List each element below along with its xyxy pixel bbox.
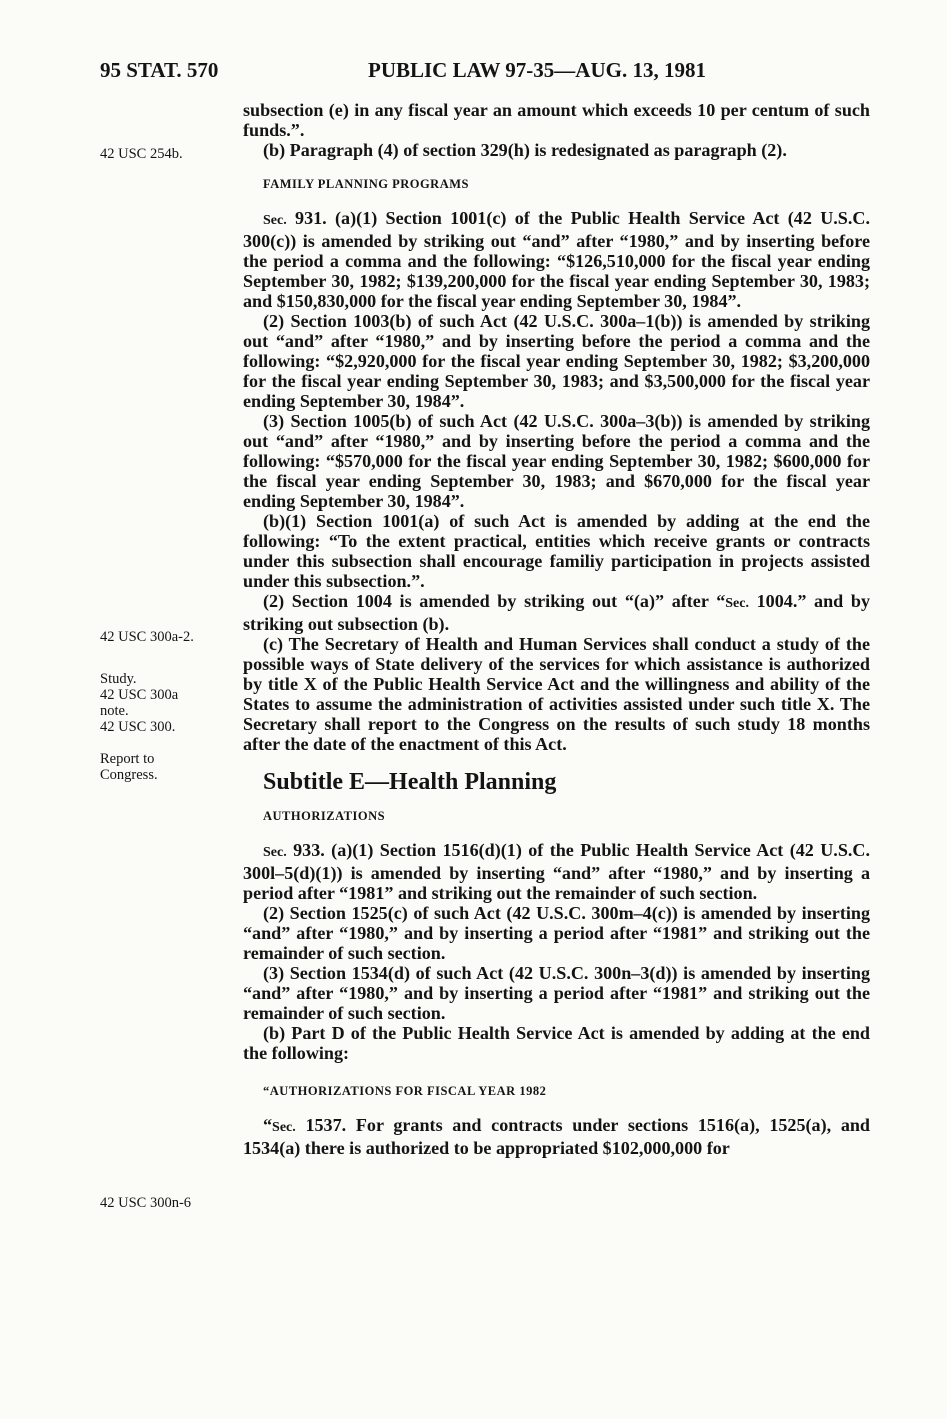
paragraph-931-b-2 bbox=[243, 591, 870, 634]
section-heading-fy1982: “AUTHORIZATIONS FOR FISCAL YEAR 1982 bbox=[263, 1084, 547, 1098]
statute-text bbox=[243, 100, 870, 1158]
margin-note-300: 42 USC 300. bbox=[100, 719, 176, 735]
paragraph-931-b-1: (b)(1) Section 1001(a) of such Act is amended by adding at the end the following: “To the extent practical, entities which receive grants or contracts under this subsection shall encourage familiy participation in projects assisted under this subsection.”. bbox=[243, 511, 870, 591]
sec-label: Sec. bbox=[263, 213, 287, 228]
margin-note-300a-2: 42 USC 300a-2. bbox=[100, 629, 194, 645]
margin-note-note: note. bbox=[100, 703, 129, 719]
paragraph-933-b: (b) Part D of the Public Health Service Act is amended by adding at the end the following: bbox=[243, 1023, 870, 1063]
sec-931-text: 931. (a)(1) Section 1001(c) of the Public Health Service Act (42 U.S.C. 300(c)) is amended by striking out “and” after “1980,” and by inserting before the period a comma and the following: “$126,510,000 for the fiscal year ending September 30, 1982; $139,200,000 for the fiscal year ending September 30, 1983; and $150,830,000 for the fiscal year ending September 30, 1984”. bbox=[243, 208, 870, 311]
paragraph-933-a-3: (3) Section 1534(d) of such Act (42 U.S.C. 300n–3(d)) is amended by inserting “and” after “1980,” and by inserting a period after “1981” and striking out the remainder of such section. bbox=[243, 963, 870, 1023]
paragraph-sec-1537 bbox=[243, 1115, 870, 1158]
subtitle-heading: Subtitle E—Health Planning bbox=[263, 769, 557, 795]
sec-1537-text: 1537. For grants and contracts under sections 1516(a), 1525(a), and 1534(a) there is authorized to be appropriated $102,000,000 for bbox=[243, 1115, 870, 1158]
paragraph-931-a-2: (2) Section 1003(b) of such Act (42 U.S.C. 300a–1(b)) is amended by striking out “and” after “1980,” and by inserting before the period a comma and the following: “$2,920,000 for the fiscal year ending September 30, 1982; $3,200,000 for the fiscal year ending September 30, 1983; and $3,500,000 for the fiscal year ending September 30, 1984”. bbox=[243, 311, 870, 411]
paragraph-931-c: (c) The Secretary of Health and Human Services shall conduct a study of the possible ways of State delivery of the services for which assistance is authorized by title X of the Public Health Service Act and the willingness and ability of the States to assume the administration of activities assisted under such title X. The Secretary shall report to the Congress on the results of such study 18 months after the date of the enactment of this Act. bbox=[243, 634, 870, 754]
margin-note-300n-6: 42 USC 300n-6 bbox=[100, 1195, 192, 1211]
margin-note-study-label: Study. bbox=[100, 671, 137, 687]
section-heading-family-planning: FAMILY PLANNING PROGRAMS bbox=[263, 177, 469, 191]
margin-note-report bbox=[100, 751, 235, 783]
running-header bbox=[100, 58, 860, 98]
margin-note-congress: Congress. bbox=[100, 767, 158, 783]
paragraph-continuation: subsection (e) in any fiscal year an amount which exceeds 10 per centum of such funds.”. bbox=[243, 100, 870, 140]
sec-label: Sec. bbox=[272, 1120, 296, 1135]
section-heading-authorizations: AUTHORIZATIONS bbox=[263, 809, 386, 823]
margin-note-report-label: Report to bbox=[100, 751, 155, 767]
sec-933-text: 933. (a)(1) Section 1516(d)(1) of the Public Health Service Act (42 U.S.C. 300l–5(d)(1)) is amended by inserting “and” after “1980,” and by inserting a period after “1981” and striking out the remainder of such section. bbox=[243, 840, 870, 903]
public-law-title: PUBLIC LAW 97-35—AUG. 13, 1981 bbox=[368, 58, 706, 82]
margin-note-254b: 42 USC 254b. bbox=[100, 146, 183, 162]
paragraph-933-a-2: (2) Section 1525(c) of such Act (42 U.S.C. 300m–4(c)) is amended by inserting “and” after “1980,” and by inserting a period after “1981” and striking out the remainder of such section. bbox=[243, 903, 870, 963]
margin-note-study bbox=[100, 671, 235, 735]
open-quote: “ bbox=[263, 1115, 273, 1135]
paragraph-b-redesignation: (b) Paragraph (4) of section 329(h) is redesignated as paragraph (2). bbox=[263, 140, 787, 160]
paragraph-931-a-3: (3) Section 1005(b) of such Act (42 U.S.C. 300a–3(b)) is amended by striking out “and” after “1980,” and by inserting before the period a comma and the following: “$570,000 for the fiscal year ending September 30, 1982; $600,000 for the fiscal year ending September 30, 1983; and $670,000 for the fiscal year ending September 30, 1984”. bbox=[243, 411, 870, 511]
sec-label: Sec. bbox=[263, 845, 287, 860]
margin-note-300a-note: 42 USC 300a bbox=[100, 687, 179, 703]
b-2-text-start: (2) Section 1004 is amended by striking out “(a)” after “ bbox=[263, 591, 726, 611]
stat-page-number: 95 STAT. 570 bbox=[100, 58, 219, 82]
b-2-text-end: 1004.” and by striking out subsection (b). bbox=[243, 591, 870, 634]
paragraph-sec-933 bbox=[243, 840, 870, 903]
sec-label: Sec. bbox=[725, 596, 749, 611]
paragraph-sec-931 bbox=[243, 208, 870, 311]
